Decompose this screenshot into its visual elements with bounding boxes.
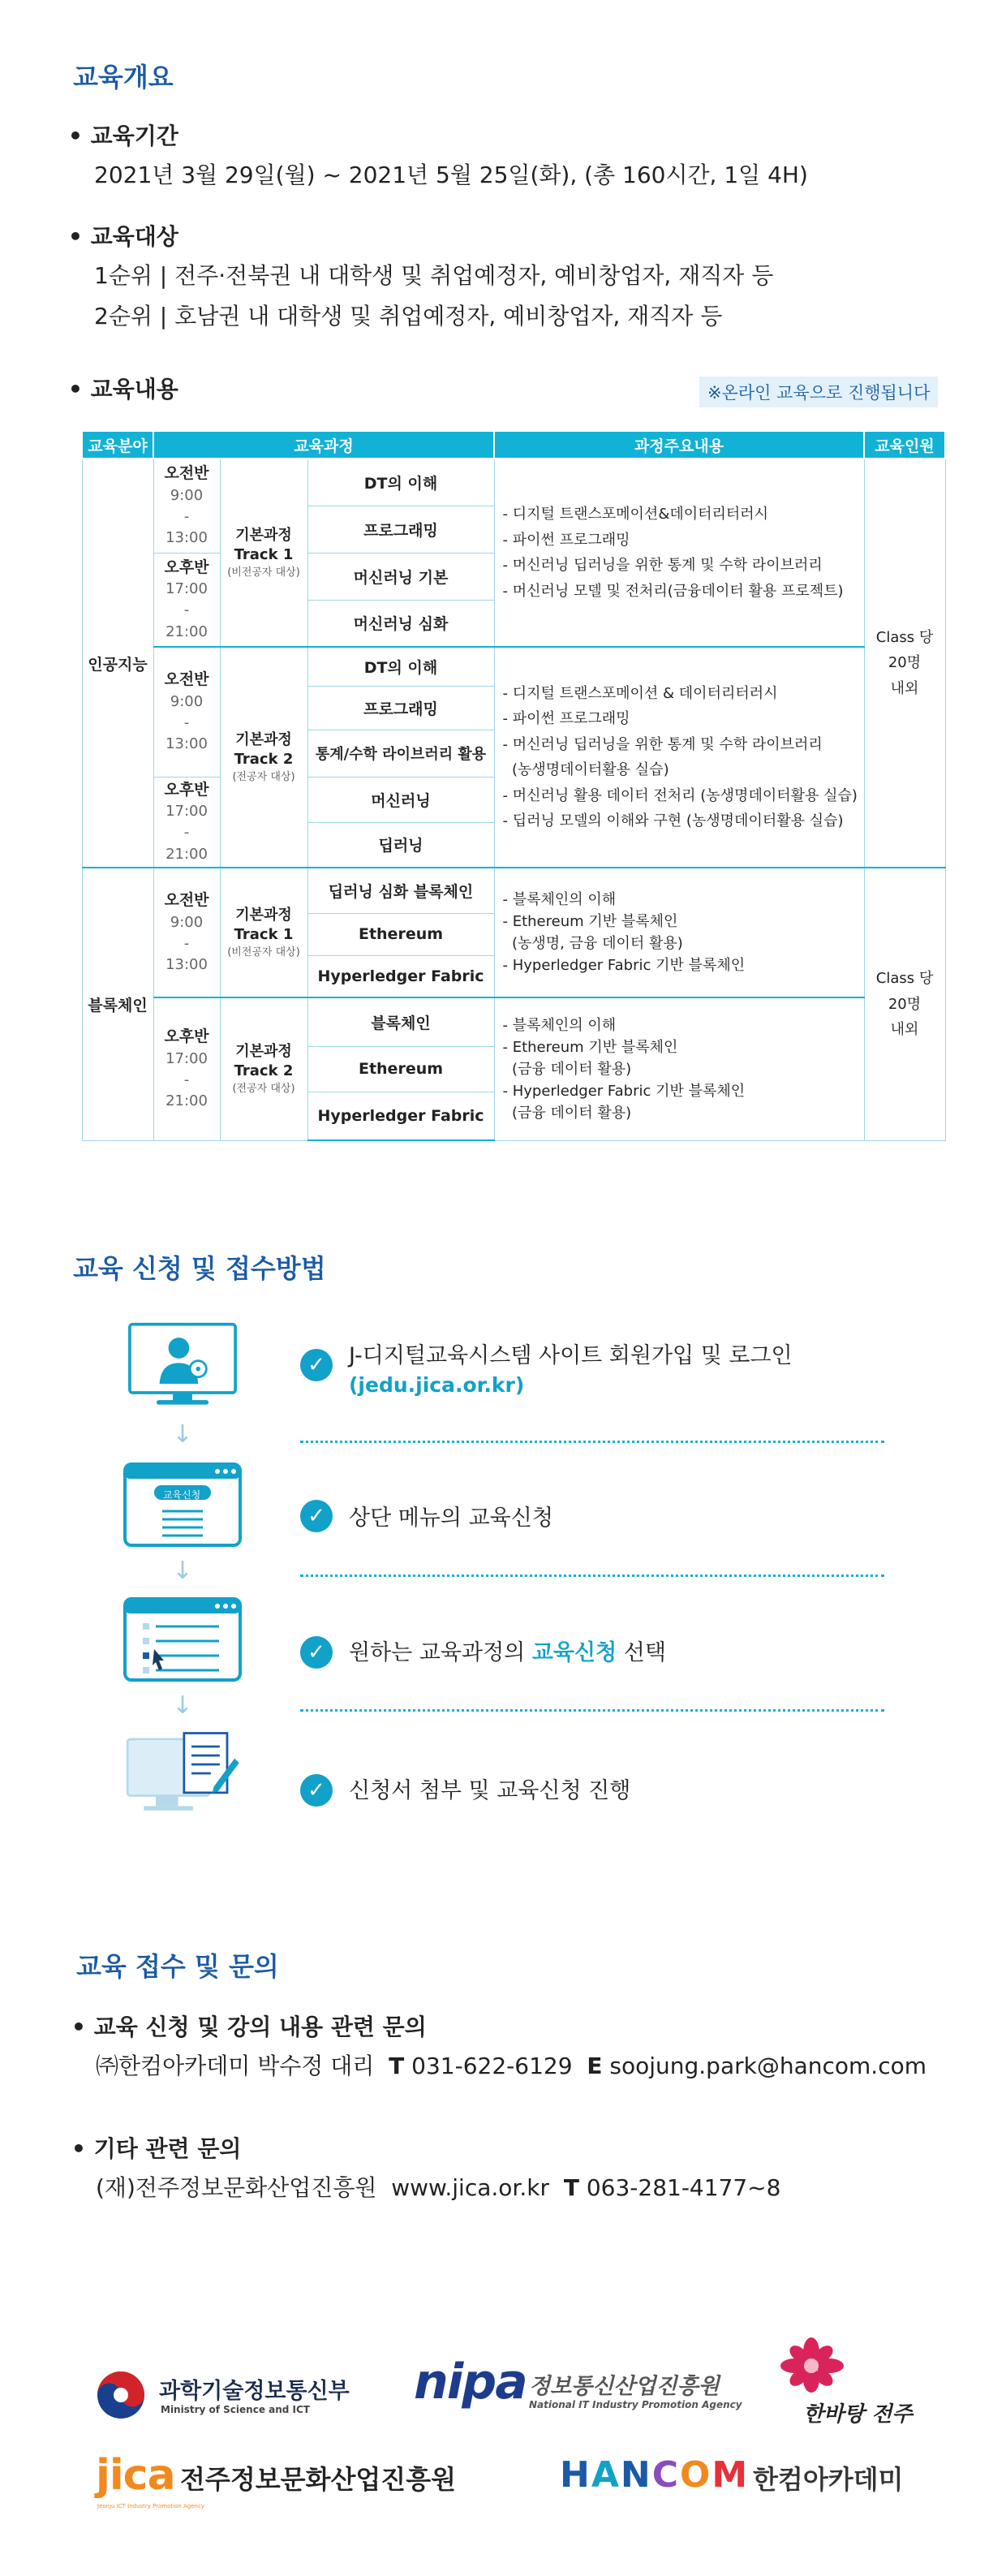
session-pm: 오후반 17:00 - 21:00: [153, 553, 220, 647]
table-row: [82, 647, 945, 686]
step2-text: 상단 메뉴의 교육신청: [349, 1506, 553, 1531]
people-blockchain: Class 당 20명 내외: [864, 868, 945, 1140]
course-item: 머신러닝 심화: [307, 600, 494, 647]
taegeuk-logo-icon: [96, 2370, 146, 2420]
nipa-name: 정보통신산업진흥원: [529, 2374, 720, 2399]
target-first: 1순위 | 전주·전북권 내 대학생 및 취업예정자, 예비창업자, 재직자 등: [94, 262, 774, 289]
step4-text: 신청서 첨부 및 교육신청 진행: [349, 1778, 631, 1803]
check-icon: ✓: [300, 1500, 333, 1532]
step1-url[interactable]: (jedu.jica.or.kr): [349, 1373, 525, 1397]
track-2: 기본과정 Track 2 (전공자 대상): [220, 647, 307, 868]
course-item: 통계/수학 라이브러리 활용: [307, 730, 494, 777]
course-item: 딥러닝 심화 블록체인: [307, 868, 494, 913]
table-header-row: [82, 431, 945, 459]
session-am: 오전반 9:00 - 13:00: [153, 459, 220, 553]
header-people: 교육인원: [864, 431, 945, 459]
course-item: Hyperledger Fabric: [307, 955, 494, 997]
apply-title: 교육 신청 및 접수방법: [73, 1253, 326, 1284]
jica-logo: jica: [96, 2451, 175, 2500]
step-divider: [300, 1709, 884, 1712]
session-am: 오전반 9:00 - 13:00: [153, 868, 220, 997]
course-item: 프로그래밍: [307, 686, 494, 730]
course-content: - 디지털 트랜스포메이션&데이터리터러시 - 파이썬 프로그래밍 - 머신러닝 딥러닝을 위한 통계 및 수학 라이브러리 - 머신러닝 모델 및 전처리(금융데이터 활용 프로젝트): [494, 459, 864, 647]
course-item: 머신러닝 기본: [307, 553, 494, 600]
course-item: DT의 이해: [307, 459, 494, 506]
track-1: 기본과정 Track 1 (비전공자 대상): [220, 459, 307, 647]
course-item: 블록체인: [307, 997, 494, 1046]
online-note: ※온라인 교육으로 진행됩니다: [699, 377, 938, 407]
course-content: - 블록체인의 이해 - Ethereum 기반 블록체인 (금융 데이터 활용) - Hyperledger Fabric 기반 블록체인 (금융 데이터 활용): [494, 997, 864, 1140]
nipa-english: National IT Industry Promotion Agency: [529, 2399, 742, 2410]
hancom-logo: HANCOM: [560, 2454, 750, 2496]
table-row: [82, 997, 945, 1046]
arrow-down-icon: ↓: [172, 1557, 193, 1585]
browser-list-icon: [122, 1596, 243, 1685]
contact-q2-label: • 기타 관련 문의: [71, 2131, 241, 2164]
header-course: 교육과정: [153, 431, 494, 459]
step1-text: J-디지털교육시스템 사이트 회원가입 및 로그인: [349, 1343, 793, 1368]
course-item: 프로그래밍: [307, 506, 494, 553]
period-label: • 교육기간: [68, 118, 178, 151]
course-item: 딥러닝: [307, 822, 494, 868]
table-row: [82, 459, 945, 506]
course-item: Ethereum: [307, 1046, 494, 1092]
step3-text: 원하는 교육과정의 교육신청 선택: [349, 1640, 666, 1665]
people-ai: Class 당 20명 내외: [864, 459, 945, 868]
contact-q2-detail: (재)전주정보문화산업진흥원 www.jica.or.kr T 063-281-4177~8: [96, 2174, 781, 2201]
course-item: Ethereum: [307, 913, 494, 955]
track-1: 기본과정 Track 1 (비전공자 대상): [220, 868, 307, 997]
content-label: • 교육내용: [68, 372, 178, 404]
check-icon: ✓: [300, 1636, 333, 1669]
course-content: - 블록체인의 이해 - Ethereum 기반 블록체인 (농생명, 금융 데이터 활용) - Hyperledger Fabric 기반 블록체인: [494, 868, 864, 997]
table-row: [82, 868, 945, 913]
area-ai: 인공지능: [82, 459, 153, 868]
target-label: • 교육대상: [68, 219, 178, 252]
contact-title: 교육 접수 및 문의: [76, 1951, 279, 1982]
contact-q1-detail: ㈜한컴아카데미 박수정 대리 T 031-622-6129 E soojung.park@hancom.com: [96, 2053, 926, 2079]
jeonju-slogan: 한바탕 전주: [803, 2402, 913, 2427]
session-am: 오전반 9:00 - 13:00: [153, 647, 220, 777]
header-area: 교육분야: [82, 431, 153, 459]
arrow-down-icon: ↓: [172, 1420, 193, 1449]
hancom-academy-name: 한컴아카데미: [753, 2464, 904, 2495]
session-pm: 오후반 17:00 - 21:00: [153, 777, 220, 868]
msit-english: Ministry of Science and ICT: [161, 2404, 310, 2415]
email-link[interactable]: soojung.park@hancom.com: [609, 2053, 926, 2079]
jica-name: 전주정보문화산업진흥원: [180, 2464, 457, 2495]
nipa-logo: nipa: [414, 2354, 527, 2410]
course-content: - 디지털 트랜스포메이션 & 데이터리터러시 - 파이썬 프로그래밍 - 머신러닝 딥러닝을 위한 통계 및 수학 라이브러리 (농생명데이터활용 실습) - 머신러닝 활용 데이터 전처리 (농생명데이터활용 실습) - 딥러닝 모델의 이해와 구현 (농생명데이터활용 실습): [494, 647, 864, 868]
course-item: 머신러닝: [307, 777, 494, 822]
overview-title: 교육개요: [73, 62, 174, 93]
document-pen-icon: [122, 1729, 243, 1818]
area-blockchain: 블록체인: [82, 868, 153, 1140]
arrow-down-icon: ↓: [172, 1691, 193, 1720]
check-icon: ✓: [300, 1774, 333, 1807]
website-link[interactable]: www.jica.or.kr: [391, 2174, 549, 2201]
session-pm: 오후반 17:00 - 21:00: [153, 997, 220, 1140]
track-2: 기본과정 Track 2 (전공자 대상): [220, 997, 307, 1140]
browser-menu-icon: [122, 1461, 243, 1550]
step2-tag: 교육신청: [162, 1489, 201, 1501]
course-item: Hyperledger Fabric: [307, 1092, 494, 1140]
msit-name: 과학기술정보통신부: [159, 2379, 350, 2404]
step-divider: [300, 1441, 884, 1443]
check-icon: ✓: [300, 1349, 333, 1381]
curriculum-table: [81, 430, 946, 1141]
jeonju-flower-icon: [771, 2337, 852, 2394]
target-second: 2순위 | 호남권 내 대학생 및 취업예정자, 예비창업자, 재직자 등: [94, 303, 723, 330]
header-content: 과정주요내용: [494, 431, 864, 459]
step-divider: [300, 1574, 884, 1577]
contact-q1-label: • 교육 신청 및 강의 내용 관련 문의: [71, 2010, 427, 2042]
period-value: 2021년 3월 29일(월) ~ 2021년 5월 25일(화), (총 160시간, 1일 4H): [94, 162, 808, 188]
course-item: DT의 이해: [307, 647, 494, 686]
jica-sub: Jeonju ICT Industry Promotion Agency: [97, 2503, 204, 2509]
monitor-user-icon: [122, 1321, 243, 1411]
